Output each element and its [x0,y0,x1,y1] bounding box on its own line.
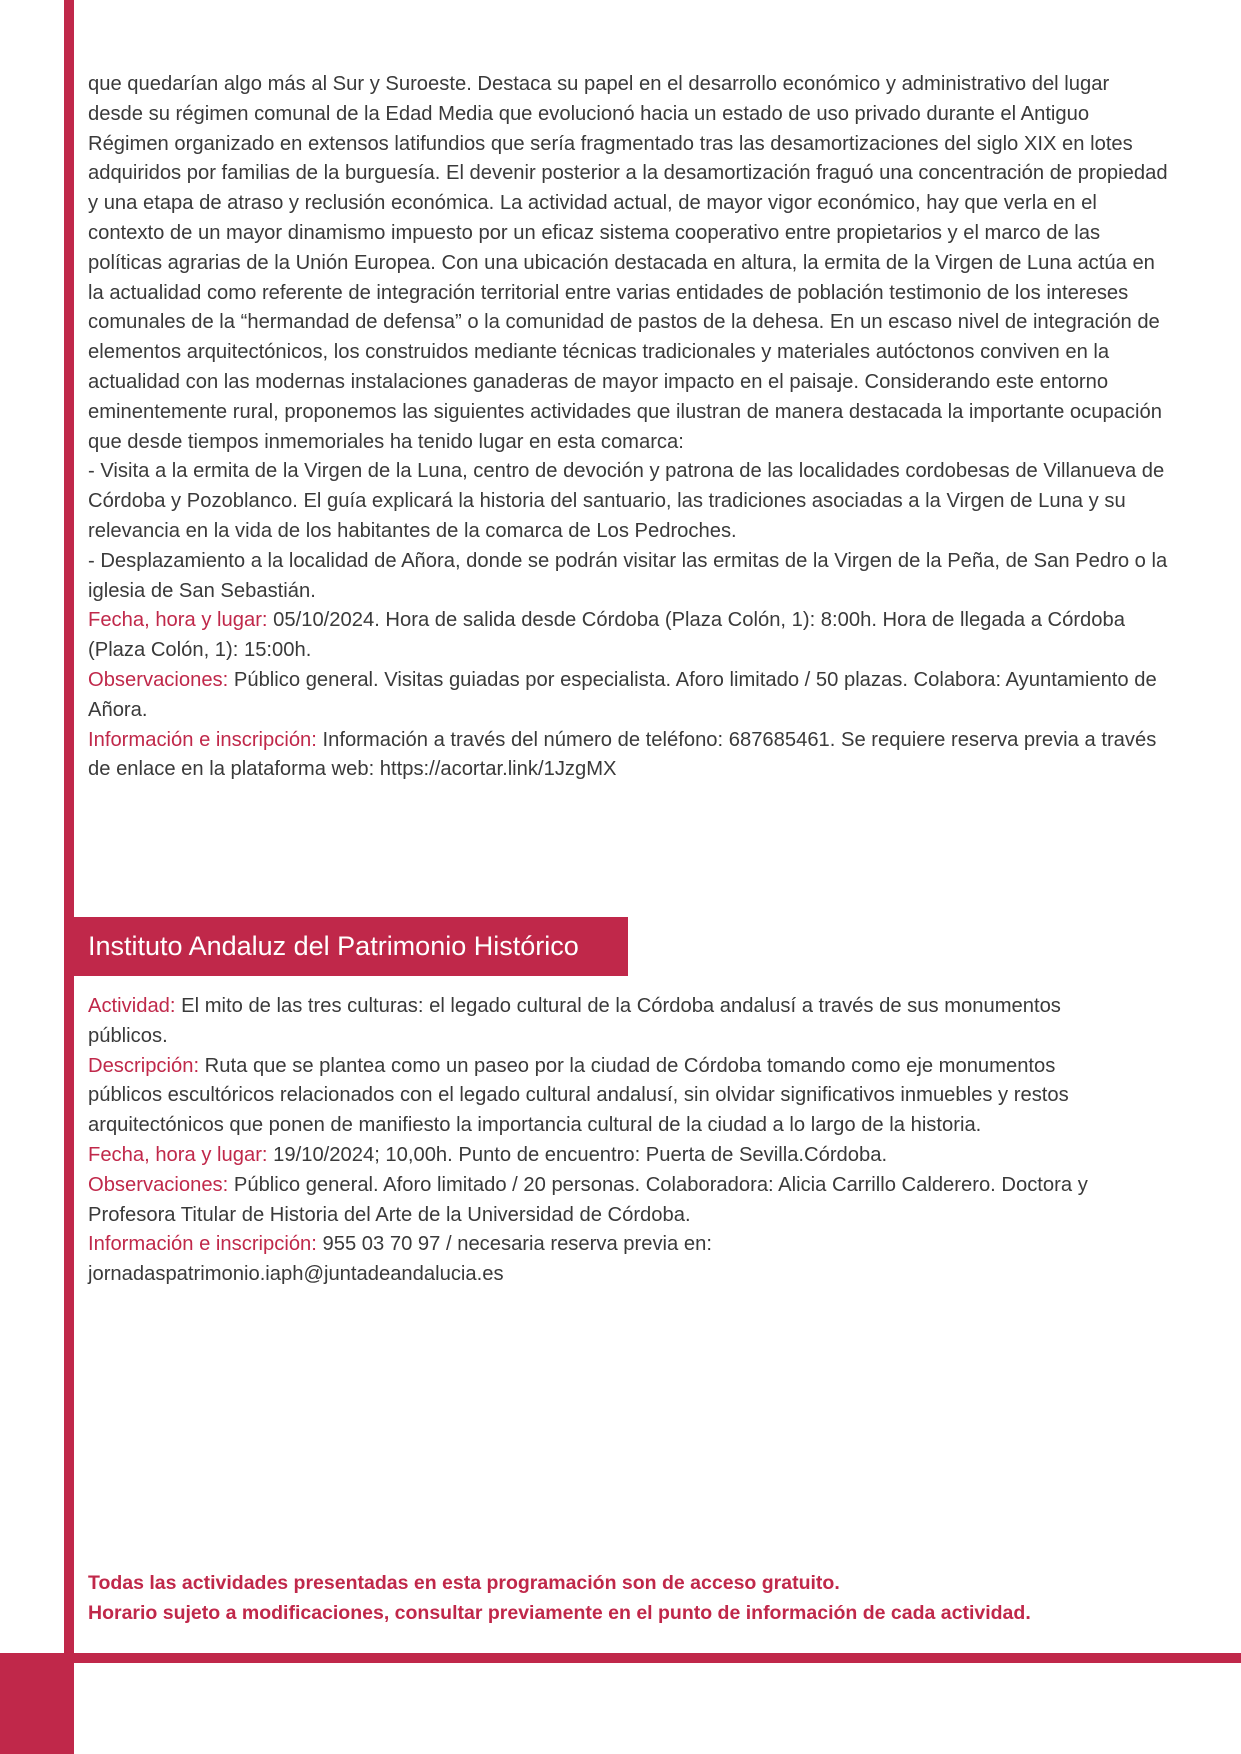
schedule-notice: Horario sujeto a modificaciones, consultar previamente en el punto de información de cada actividad. [88,1602,1031,1624]
actividad-value: El mito de las tres culturas: el legado cultural de la Córdoba andalusí a través de sus monumentos públicos. [88,995,1061,1047]
iaph-section [88,992,1108,1290]
informacion-value: 955 03 70 97 / necesaria reserva previa en: jornadaspatrimonio.iaph@juntadeandalucia.es [88,1233,712,1286]
informacion-value: Información a través del número de teléfono: 687685461. Se requiere reserva previa a través de enlace en la plataforma web: https://acortar.link/1JzgMX [88,728,1157,781]
corner-accent-block [0,1653,74,1754]
fecha-row [88,606,1168,666]
descripcion-row [88,1052,1108,1141]
observaciones-value: Público general. Visitas guiadas por especialista. Aforo limitado / 50 plazas. Colabora: Ayuntamiento de Añora. [88,668,1157,721]
fecha-value: 05/10/2024. Hora de salida desde Córdoba (Plaza Colón, 1): 8:00h. Hora de llegada a Córdoba (Plaza Colón, 1): 15:00h. [88,609,1125,662]
observaciones-value: Público general. Aforo limitado / 20 personas. Colaboradora: Alicia Carrillo Calderero. Doctora y Profesora Titular de Historia del Arte de la Universidad de Córdoba. [88,1173,1088,1226]
informacion-label: Información e inscripción: [88,728,317,751]
informacion-label: Información e inscripción: [88,1233,317,1256]
fecha-value: 19/10/2024; 10,00h. Punto de encuentro: Puerta de Sevilla.Córdoba. [267,1143,888,1166]
descripcion-value: Ruta que se plantea como un paseo por la ciudad de Córdoba tomando como eje monumentos públicos escultóricos relacionados con el legado cultural andalusí, sin olvidar significativos inmuebles y restos arquitectónicos que ponen de manifiesto la importancia cultural de la ciudad a lo largo de la historia. [88,1054,1069,1137]
observaciones-row [88,666,1168,726]
bullet-anora: - Desplazamiento a la localidad de Añora, donde se podrán visitar las ermitas de la Virgen de la Peña, de San Pedro o la iglesia de San Sebastián. [88,549,1168,602]
fecha-label: Fecha, hora y lugar: [88,609,268,632]
section-title-banner: Instituto Andaluz del Patrimonio Histórico [74,917,628,976]
bullet-ermita-virgen-luna: - Visita a la ermita de la Virgen de la Luna, centro de devoción y patrona de las localidades cordobesas de Villanueva de Córdoba y Pozoblanco. El guía explicará la historia del santuario, las tradiciones asociadas a la Virgen de Luna y su relevancia en la vida de los habitantes de la comarca de Los Pedroches. [88,460,1165,542]
intro-paragraph: que quedarían algo más al Sur y Suroeste. Destaca su papel en el desarrollo económico y administrativo del lugar desde su régimen comunal de la Edad Media que evolucionó hacia un estado de uso privado durante el Antiguo Régimen organizado en extensos latifundios que sería fragmentado tras las desamortizaciones del siglo XIX en lotes adquiridos por familias de la burguesía. El devenir posterior a la desamortización fraguó una concentración de propiedad y una etapa de atraso y reclusión económica. La actividad actual, de mayor vigor económico, hay que verla en el contexto de un mayor dinamismo impuesto por un eficaz sistema cooperativo entre propietarios y el marco de las políticas agrarias de la Unión Europea. Con una ubicación destacada en altura, la ermita de la Virgen de Luna actúa en la actualidad como referente de integración territorial entre varias entidades de población testimonio de los intereses comunales de la “hermandad de defensa” o la comunidad de pastos de la dehesa. En un escaso nivel de integración de elementos arquitectónicos, los construidos mediante técnicas tradicionales y materiales autóctonos conviven en la actualidad con las modernas instalaciones ganaderas de mayor impacto en el paisaje. Considerando este entorno eminentemente rural, proponemos las siguientes actividades que ilustran de manera destacada la importante ocupación que desde tiempos inmemoriales ha tenido lugar en esta comarca: [88,73,1168,453]
fecha-label: Fecha, hora y lugar: [88,1143,268,1166]
informacion-row [88,1230,1108,1290]
bottom-accent-bar [0,1653,1241,1663]
footer-notice [88,1568,1208,1628]
fecha-row [88,1141,1108,1171]
informacion-row [88,726,1168,786]
left-accent-bar [64,0,74,1754]
top-section [88,70,1168,785]
actividad-label: Actividad: [88,995,176,1017]
observaciones-label: Observaciones: [88,1173,229,1196]
free-access-notice: Todas las actividades presentadas en esta programación son de acceso gratuito. [88,1572,840,1594]
observaciones-label: Observaciones: [88,668,229,691]
actividad-row [88,992,1108,1052]
descripcion-label: Descripción: [88,1054,200,1077]
observaciones-row [88,1171,1108,1231]
